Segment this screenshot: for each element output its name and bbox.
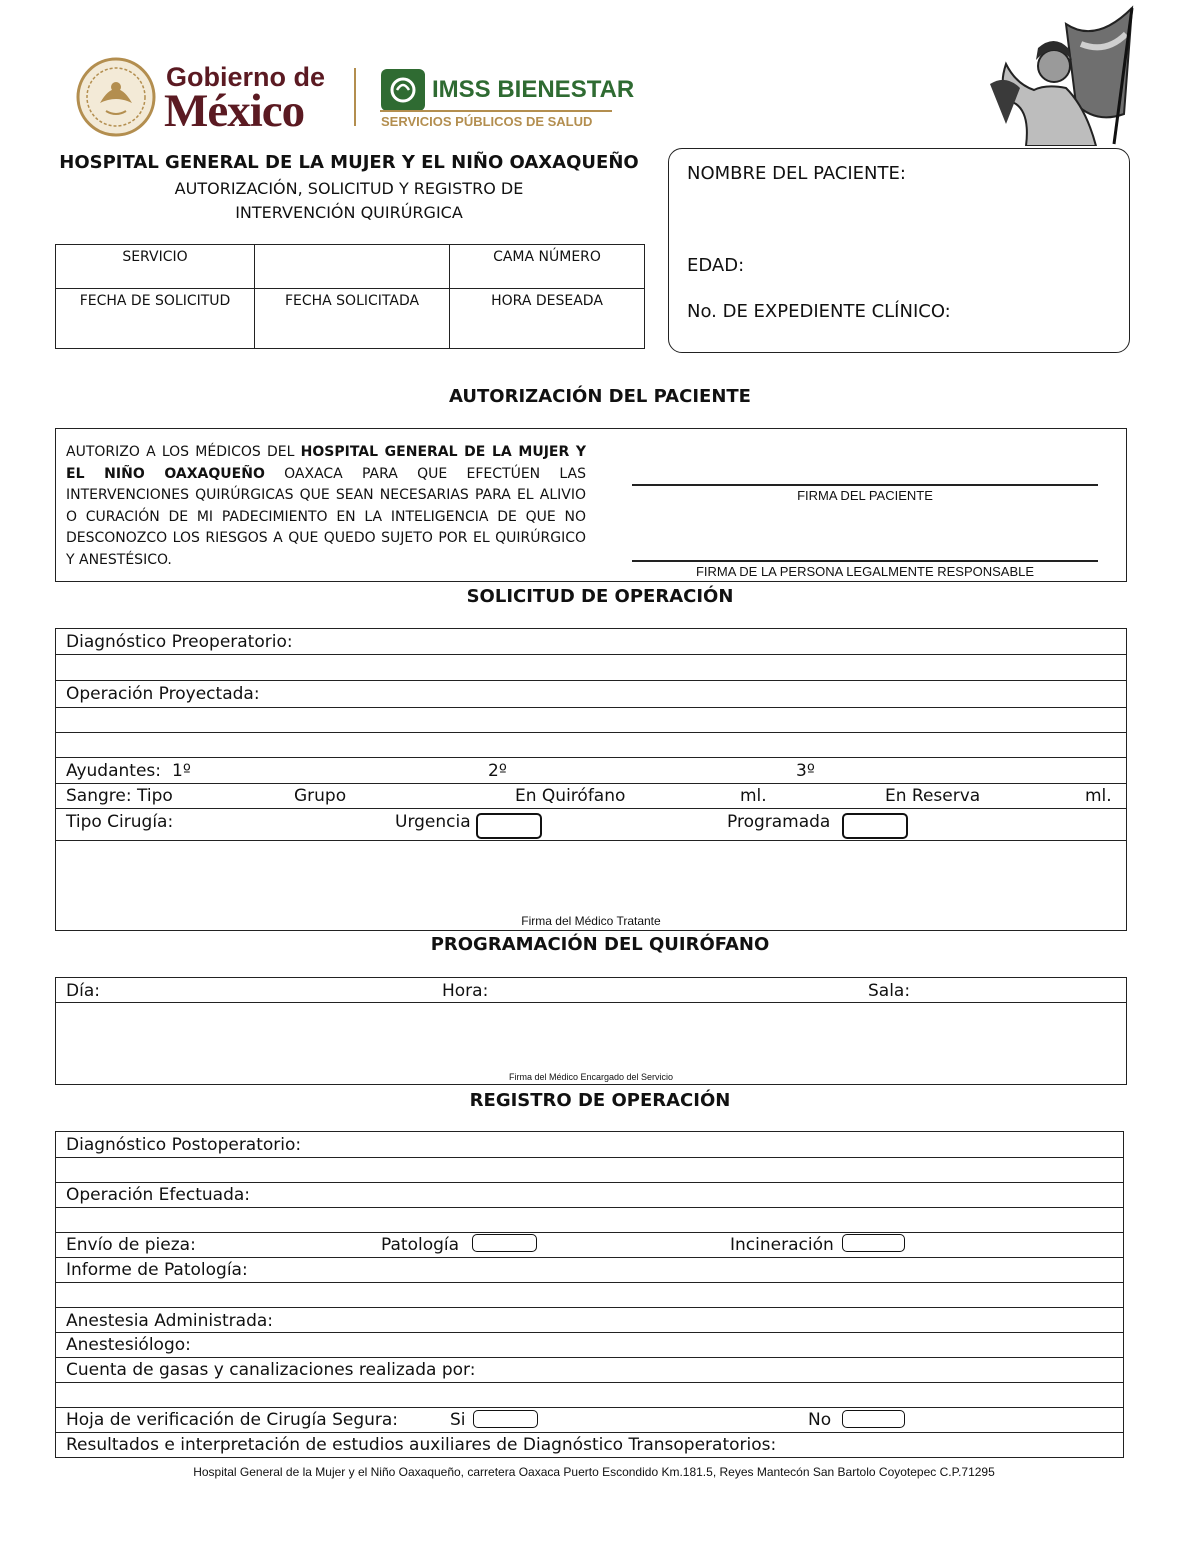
ml-reserva-label: ml. [1085,786,1112,806]
ayudante-3-label: 3º [796,761,815,781]
firma-medico-tratante-label: Firma del Médico Tratante [521,914,661,928]
registro-row-line [55,1432,1124,1433]
registro-row-line [55,1157,1124,1158]
cuenta-gasas-label: Cuenta de gasas y canalizaciones realizada por: [66,1360,476,1380]
incineracion-checkbox[interactable] [842,1234,905,1252]
tipo-cirugia-label: Tipo Cirugía: [66,812,174,832]
programacion-box [55,977,1127,1085]
logo-divider [354,68,356,126]
auth-text-e: QUE NO DESCONOZCO LOS RIESGOS A QUE QUEDO SUJETO POR EL [66,508,586,546]
registro-row-line [55,1232,1124,1233]
heroine-flag-illustration-icon [986,4,1136,146]
info-table-row-divider [55,288,645,289]
expediente-label: No. DE EXPEDIENTE CLÍNICO: [687,301,951,322]
firma-paciente-label: FIRMA DEL PACIENTE [797,488,933,503]
hoja-verificacion-label: Hoja de verificación de Cirugía Segura: [66,1410,399,1430]
registro-row-line [55,1182,1124,1183]
footer-address: Hospital General de la Mujer y el Niño Oaxaqueño, carretera Oaxaca Puerto Escondido Km.181.5, Reyes Mantecón San Bartolo Coyotepec C.P.71295 [193,1465,995,1479]
anestesia-label: Anestesia Administrada: [66,1311,274,1331]
auth-text-bold2: EL NIÑO OAXAQUEÑO [66,465,265,482]
no-checkbox[interactable] [842,1410,905,1428]
registro-row-line [55,1257,1124,1258]
form-subtitle-line2: INTERVENCIÓN QUIRÚRGICA [235,203,463,222]
registro-row-line [55,1282,1124,1283]
no-label: No [808,1410,832,1430]
hora-deseada-label: HORA DESEADA [491,293,603,309]
autorizacion-text [66,442,586,571]
registro-row-line [55,1207,1124,1208]
solicitud-row-line [55,840,1127,841]
nombre-paciente-label: NOMBRE DEL PACIENTE: [687,163,906,184]
incineracion-label: Incineración [730,1235,834,1255]
registro-row-line [55,1357,1124,1358]
programada-checkbox[interactable] [842,813,908,839]
fecha-solicitud-label: FECHA DE SOLICITUD [79,293,231,309]
urgencia-checkbox[interactable] [476,813,542,839]
autorizacion-title: AUTORIZACIÓN DEL PACIENTE [449,386,751,407]
si-checkbox[interactable] [473,1410,538,1428]
registro-row-line [55,1407,1124,1408]
ayudante-1-label: 1º [172,761,191,781]
urgencia-label: Urgencia [395,812,471,832]
hospital-name: HOSPITAL GENERAL DE LA MUJER Y EL NIÑO OAXAQUEÑO [59,152,639,173]
informe-patologia-label: Informe de Patología: [66,1260,248,1280]
firma-paciente-line[interactable] [632,484,1098,486]
en-reserva-label: En Reserva [885,786,981,806]
gob-title-line2: México [164,85,305,137]
gob-title-line1: Gobierno de [166,62,326,92]
patologia-label: Patología [381,1235,460,1255]
diagnostico-preop-label: Diagnóstico Preoperatorio: [66,632,293,652]
dia-label: Día: [66,981,100,1001]
coat-of-arms-seal-icon [76,57,156,137]
auth-text-b: OAXACA PARA QUE EFECTÚEN LAS [284,465,587,482]
imss-underline [380,110,612,112]
solicitud-row-line [55,680,1127,681]
hora-label: Hora: [442,981,489,1001]
solicitud-row-line [55,783,1127,784]
firma-responsable-label: FIRMA DE LA PERSONA LEGALMENTE RESPONSABLE [695,564,1035,579]
auth-text-a: AUTORIZO A LOS MÉDICOS DEL [66,444,295,460]
firma-responsable-line[interactable] [632,560,1098,562]
solicitud-row-line [55,732,1127,733]
cama-label: CAMA NÚMERO [493,249,601,265]
sala-label: Sala: [868,981,911,1001]
patient-info-box [668,148,1130,353]
ayudantes-label: Ayudantes: [66,761,162,781]
solicitud-title: SOLICITUD DE OPERACIÓN [466,586,734,607]
auth-text-c: INTERVENCIONES QUIRÚRGICAS QUE SEAN NECESARIAS PARA EL [66,487,534,503]
registro-row-line [55,1382,1124,1383]
diagnostico-postop-label: Diagnóstico Postoperatorio: [66,1135,302,1155]
imss-logo-icon [380,68,426,112]
ayudante-2-label: 2º [488,761,507,781]
sangre-tipo-label: Sangre: Tipo [66,786,173,806]
patologia-checkbox[interactable] [472,1234,537,1252]
anestesiologo-label: Anestesiólogo: [66,1335,191,1355]
servicio-label: SERVICIO [122,249,188,265]
firma-medico-encargado-label: Firma del Médico Encargado del Servicio [508,1072,674,1082]
ml-quirofano-label: ml. [740,786,767,806]
envio-pieza-label: Envío de pieza: [66,1235,196,1255]
programacion-row-line [55,1002,1127,1003]
programacion-title: PROGRAMACIÓN DEL QUIRÓFANO [430,934,770,955]
registro-row-line [55,1307,1124,1308]
servicio-field[interactable] [258,248,446,286]
programada-label: Programada [727,812,831,832]
solicitud-row-line [55,808,1127,809]
imss-subtitle: SERVICIOS PÚBLICOS DE SALUD [381,114,593,129]
solicitud-row-line [55,654,1127,655]
fecha-solicitada-label: FECHA SOLICITADA [284,293,420,309]
operacion-proyectada-label: Operación Proyectada: [66,684,260,704]
en-quirofano-label: En Quirófano [515,786,626,806]
auth-text-bold1: HOSPITAL GENERAL DE LA MUJER Y [300,444,587,460]
registro-row-line [55,1332,1124,1333]
auth-text-f: QUIRÚRGICO Y ANESTÉSICO. [66,530,586,568]
solicitud-row-line [55,707,1127,708]
operacion-efectuada-label: Operación Efectuada: [66,1185,251,1205]
form-subtitle-line1: AUTORIZACIÓN, SOLICITUD Y REGISTRO DE [174,179,524,198]
grupo-label: Grupo [294,786,347,806]
edad-label: EDAD: [687,255,745,276]
si-label: Si [450,1410,466,1430]
resultados-label: Resultados e interpretación de estudios auxiliares de Diagnóstico Transoperatorios: [66,1435,777,1455]
solicitud-box [55,628,1127,931]
auth-text-d: ALIVIO O CURACIÓN DE MI PADECIMIENTO EN LA INTELIGENCIA DE [66,487,586,525]
solicitud-row-line [55,757,1127,758]
imss-name: IMSS BIENESTAR [432,76,635,103]
registro-title: REGISTRO DE OPERACIÓN [469,1090,731,1111]
registro-box [55,1131,1124,1458]
